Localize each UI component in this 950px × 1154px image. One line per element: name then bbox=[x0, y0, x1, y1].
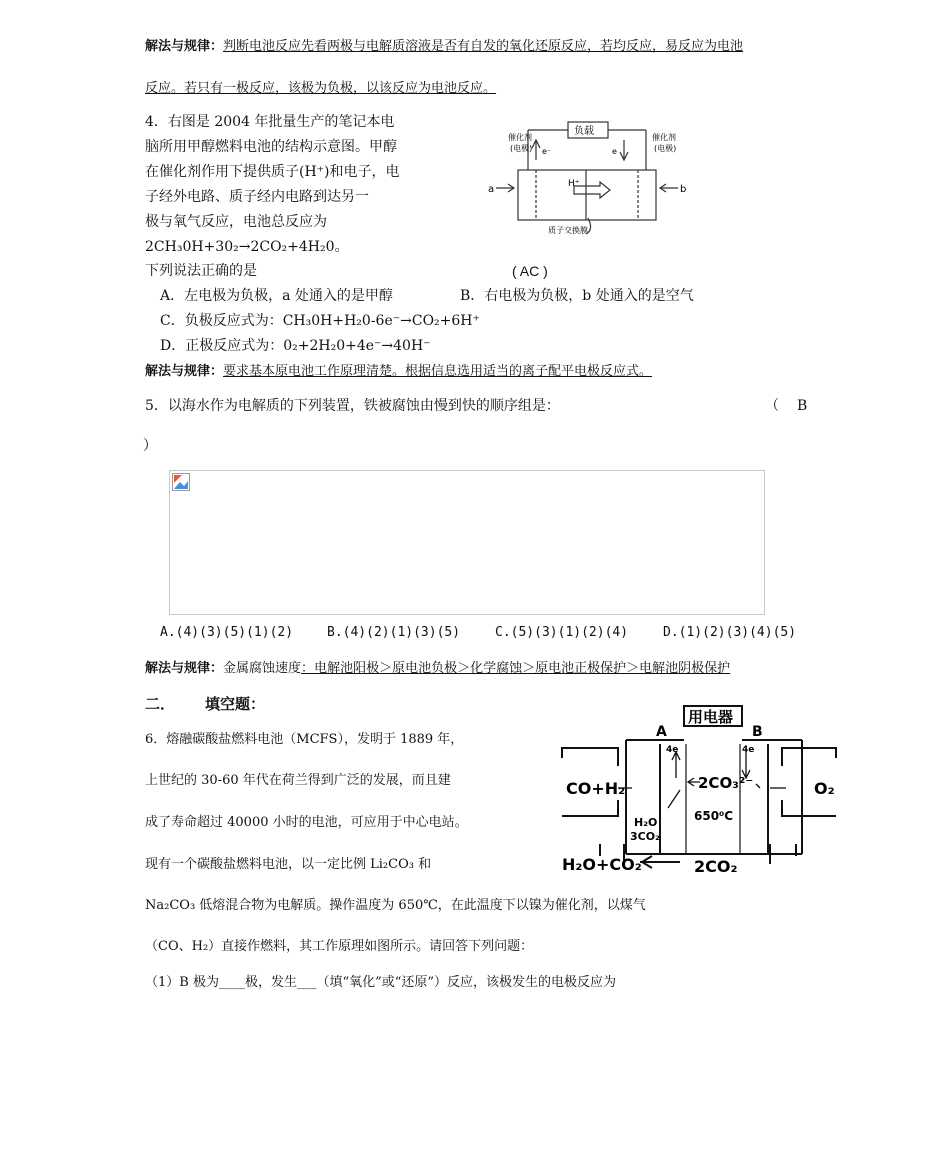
q4-prompt: 下列说法正确的是 bbox=[145, 263, 257, 279]
q5-option-d: D.(1)(2)(3)(4)(5) bbox=[663, 625, 797, 640]
electron-flow-right-label: 4e bbox=[742, 745, 755, 755]
q4-option-a: A．左电极为负极，a 处通入的是甲醇 bbox=[160, 288, 393, 304]
inlet-a-label: a bbox=[488, 184, 495, 195]
device-label: 用电器 bbox=[688, 708, 734, 726]
rule-label: 解法与规律 bbox=[145, 39, 211, 54]
q6-line: Na₂CO₃ 低熔混合物为电解质。操作温度为 650℃，在此温度下以镍为催化剂，以煤气 bbox=[145, 898, 646, 913]
q6-line: 现有一个碳酸盐燃料电池，以一定比例 Li₂CO₃ 和 bbox=[145, 857, 432, 872]
molten-carbonate-fuel-cell-diagram bbox=[560, 704, 840, 880]
methanol-fuel-cell-diagram bbox=[488, 118, 688, 238]
oxygen-inlet-label: O₂ bbox=[814, 779, 835, 798]
catalyst-left-label-2: (电极) bbox=[510, 144, 533, 153]
q5-answer: B bbox=[797, 398, 808, 414]
q4-line: 4．右图是 2004 年批量生产的笔记本电 bbox=[145, 114, 395, 130]
load-label: 负载 bbox=[574, 126, 594, 137]
catalyst-right-label: 催化剂 bbox=[652, 133, 676, 142]
q5-answer-open: （ bbox=[765, 398, 779, 414]
rule1-line2 bbox=[145, 78, 496, 99]
section-heading bbox=[145, 694, 265, 714]
rule-text: 反应。若只有一极反应，该极为负极，以该反应为电池反应。 bbox=[145, 81, 497, 96]
q5-option-b: B.(4)(2)(1)(3)(5) bbox=[327, 625, 461, 640]
broken-image-icon bbox=[172, 473, 190, 491]
catalyst-right-label-2: (电极) bbox=[654, 144, 677, 153]
rule2-line: 解法与规律：要求基本原电池工作原理清楚。根据信息选用适当的离子配平电极反应式。 bbox=[145, 364, 653, 379]
electron-right-label: e bbox=[612, 147, 617, 156]
q6-line: （1）B 极为____极，发生___（填“氧化”或“还原”）反应，该极发生的电极反应为 bbox=[145, 975, 617, 990]
catalyst-left-label: 催化剂 bbox=[508, 133, 532, 142]
rule-label: 解法与规律 bbox=[145, 364, 211, 379]
q6-line: 上世纪的 30-60 年代在荷兰得到广泛的发展，而且建 bbox=[145, 773, 451, 788]
electrode-b-label: B bbox=[752, 724, 763, 740]
q5-option-c: C.(5)(3)(1)(2)(4) bbox=[495, 625, 629, 640]
q6-line: 6．熔融碳酸盐燃料电池（MCFS），发明于 1889 年， bbox=[145, 732, 464, 747]
proton-label: H⁺ bbox=[568, 179, 580, 189]
exhaust-bottom-label: 2CO₂ bbox=[694, 857, 738, 876]
q4-option-d: D．正极反应式为：0₂+2H₂0+4e⁻→40H⁻ bbox=[160, 338, 431, 354]
section-title: 填空题： bbox=[205, 695, 266, 713]
rule-label: 解法与规律 bbox=[145, 661, 211, 676]
carbonate-ion-label: 2CO₃²⁻ bbox=[698, 774, 754, 792]
inlet-b-label: b bbox=[680, 184, 687, 195]
electrode-a-label: A bbox=[656, 724, 667, 740]
rule-text: 判断电池反应先看两极与电解质溶液是否有自发的氧化还原反应，若均反应，易反应为电池 bbox=[223, 39, 744, 54]
q4-line: 在催化剂作用下提供质子(H⁺)和电子，电 bbox=[145, 164, 400, 180]
q4-line: 2CH₃0H+30₂→2CO₂+4H₂0。 bbox=[145, 239, 349, 255]
q4-line: 极与氧气反应，电池总反应为 bbox=[145, 214, 327, 230]
membrane-label: 质子交换膜 bbox=[548, 226, 588, 235]
fuel-inlet-label: CO+H₂ bbox=[566, 779, 626, 798]
rule3-line: 解法与规律：金属腐蚀速度：电解池阳极＞原电池负极＞化学腐蚀＞原电池正极保护＞电解池阴极保护 bbox=[145, 661, 731, 676]
temperature-label: 650⁰C bbox=[694, 809, 734, 823]
water-label: H₂O bbox=[634, 816, 658, 829]
exhaust-left-label: H₂O+CO₂ bbox=[562, 855, 642, 874]
q4-line: 脑所用甲醇燃料电池的结构示意图。甲醇 bbox=[145, 139, 397, 155]
q5-image-placeholder bbox=[169, 470, 765, 615]
q6-line: 成了寿命超过 40000 小时的电池，可应用于中心电站。 bbox=[145, 815, 468, 830]
q4-answer: ( AC ) bbox=[512, 263, 548, 279]
electron-left-label: e⁻ bbox=[542, 147, 552, 156]
q5-answer-close: ） bbox=[143, 438, 157, 454]
rule-text: 要求基本原电池工作原理清楚。根据信息选用适当的离子配平电极反应式。 bbox=[223, 364, 653, 379]
electron-flow-left-label: 4e bbox=[666, 745, 679, 755]
q6-line: （CO、H₂）直接作燃料，其工作原理如图所示。请回答下列问题： bbox=[145, 939, 534, 954]
co2-label: 3CO₂ bbox=[630, 830, 660, 843]
q5-option-a: A.(4)(3)(5)(1)(2) bbox=[160, 625, 294, 640]
q4-option-c: C．负极反应式为：CH₃0H+H₂0-6e⁻→CO₂+6H⁺ bbox=[160, 313, 480, 329]
q4-option-b: B．右电极为负极，b 处通入的是空气 bbox=[460, 288, 694, 304]
rule-text: 电解池阳极＞原电池负极＞化学腐蚀＞原电池正极保护＞电解池阴极保护 bbox=[314, 661, 731, 676]
q4-line: 子经外电路、质子经内电路到达另一 bbox=[145, 189, 369, 205]
q5-text: 5．以海水作为电解质的下列装置，铁被腐蚀由慢到快的顺序组是： bbox=[145, 398, 560, 414]
section-number: 二． bbox=[145, 695, 176, 713]
rule1-line1: 解法与规律：判断电池反应先看两极与电解质溶液是否有自发的氧化还原反应，若均反应，易反应为电池 bbox=[145, 39, 744, 54]
rule-prefix: 金属腐蚀速度 bbox=[223, 661, 302, 676]
